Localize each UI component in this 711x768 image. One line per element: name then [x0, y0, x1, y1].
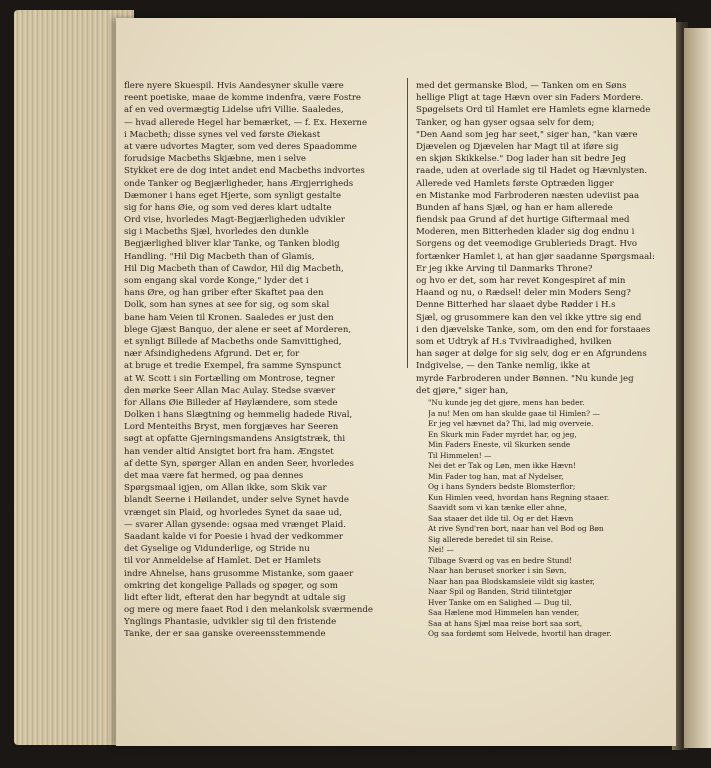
- verse-line: Hver Tanke om en Salighed — Dug til,: [428, 597, 572, 607]
- text-line: det gjøre," siger han,: [416, 385, 509, 396]
- text-line: Er jeg ikke Arving til Danmarks Throne?: [416, 263, 593, 274]
- text-line: af dette Syn, spørger Allan en anden Seer, hvorledes: [124, 458, 354, 469]
- verse-line: At rive Synd'ren bort, naar han vel Bod og Bøn: [428, 524, 604, 533]
- text-line: Dolk, som han synes at see for sig, og som skal: [124, 300, 330, 311]
- text-line: at være udvortes Magter, som ved deres Spaadomme: [124, 141, 357, 152]
- text-line: — hvad allerede Hegel har bemærket, — f. Ex. Hexerne: [124, 117, 368, 128]
- text-line: som engang skal vorde Konge," lyder det i: [124, 276, 309, 286]
- text-line: — svarer Allan gysende: ogsaa med vrænget Plaid.: [124, 519, 346, 530]
- text-line: hans Øre, og han griber efter Skaftet paa den: [124, 288, 324, 299]
- left-text-column: [124, 80, 402, 641]
- text-line: Stykket ere de dog intet andet end Macbeths indvortes: [124, 166, 365, 177]
- text-line: sig for hans Øie, og som ved deres klart udtalte: [124, 202, 332, 213]
- column-divider: [407, 78, 408, 368]
- text-line: nær Afsindighedens Afgrund. Det er, for: [124, 349, 300, 360]
- verse-line: Og saa fordømt som Helvede, hvortil han drager.: [428, 629, 612, 638]
- text-line: indre Ahnelse, hans grusomme Mistanke, som gaaer: [124, 568, 354, 579]
- text-line: Spøgelsets Ord til Hamlet ere Hamlets egne klarnede: [416, 105, 651, 116]
- text-line: Spørgsmaal igjen, om Allan ikke, som Skik var: [124, 483, 327, 494]
- verse-line: Til Himmelen! —: [428, 450, 492, 460]
- right-text-column: [416, 80, 668, 397]
- text-line: og mere og mere faaet Rod i den melankolsk sværmende: [124, 605, 373, 616]
- text-line: med det germanske Blod, — Tanken om en Søns: [416, 81, 627, 91]
- text-line: et synligt Billede af Macbeths onde Samvittighed,: [124, 336, 342, 347]
- text-line: bane ham Veien til Kronen. Saaledes er just den: [124, 312, 334, 323]
- text-line: reent poetiske, maae de komme indenfra, være Fostre: [124, 93, 362, 104]
- text-line: raade, uden at overlade sig til Hadet og Hævnlysten.: [416, 166, 648, 177]
- text-line: myrde Farbroderen under Bønnen. "Nu kunde jeg: [416, 373, 634, 384]
- text-line: for Allans Øie Billeder af Høylændere, som stede: [124, 397, 338, 408]
- text-line: en skjøn Skikkelse." Dog lader han sit bedre Jeg: [416, 154, 626, 165]
- text-line: Bunden af hans Sjæl, og han er ham allerede: [416, 202, 613, 213]
- text-line: han søger at dølge for sig selv, dog er en Afgrundens: [416, 349, 647, 360]
- facing-page-edge: [684, 28, 711, 748]
- text-line: blege Gjæst Banquo, der alene er seet af Morderen,: [124, 324, 352, 335]
- text-line: fortænker Hamlet i, at han gjør saadanne Spørgsmaal:: [416, 251, 655, 262]
- verse-line: Og i hans Synders bedste Blomsterflor;: [428, 482, 576, 491]
- text-line: at bruge et tredie Exempel, fra samme Synspunct: [124, 361, 342, 372]
- verse-line: Er jeg vel hævnet da? Thi, lad mig overveie.: [428, 419, 594, 428]
- text-line: hellige Pligt at tage Hævn over sin Faders Mordere.: [416, 93, 644, 104]
- text-line: den mørke Seer Allan Mac Aulay. Stedse svæver: [124, 385, 336, 396]
- text-line: han vender altid Ansigtet bort fra ham. Ængstet: [124, 446, 334, 457]
- text-line: Indgivelse, — den Tanke nemlig, ikke at: [416, 361, 591, 372]
- text-line: flere nyere Skuespil. Hvis Aandesyner skulle være: [124, 81, 344, 91]
- text-line: til vor Anmeldelse af Hamlet. Det er Hamlets: [124, 556, 321, 567]
- text-line: i den djævelske Tanke, som, om den end for forstaaes: [416, 324, 651, 335]
- text-line: i Macbeth; disse synes vel ved første Øiekast: [124, 129, 321, 140]
- verse-line: Naar han paa Blodskamsleie vildt sig kaster,: [428, 576, 595, 586]
- verse-line: Tilbage Sværd og vas en bedre Stund!: [428, 555, 573, 565]
- verse-line: Kun Himlen veed, hvordan hans Regning staaer.: [428, 492, 610, 502]
- text-line: Begjærlighed bliver klar Tanke, og Tanken blodig: [124, 239, 340, 250]
- text-line: Handling. "Hil Dig Macbeth than of Glamis,: [124, 251, 315, 262]
- text-line: Ord vise, hvorledes Magt-Begjærligheden udvikler: [124, 215, 345, 226]
- text-line: Tanker, og han gyser ogsaa selv for dem;: [416, 117, 595, 128]
- verse-line: "Nu kunde jeg det gjøre, mens han beder.: [428, 398, 585, 407]
- verse-line: Min Faders Eneste, vil Skurken sende: [428, 440, 571, 449]
- text-line: og hvo er det, som har revet Kongespiret af min: [416, 276, 626, 286]
- text-line: Sorgens og det veemodige Grublerieds Dragt. Hvo: [416, 239, 638, 250]
- verse-line: Saavidt som vi kan tænke eller ahne,: [428, 503, 567, 512]
- text-line: Dolken i hans Slægtning og hemmelig hadede Rival,: [124, 410, 353, 421]
- verse-line: Sig allerede beredet til sin Reise.: [428, 534, 553, 544]
- text-line: blandt Seerne i Høilandet, under selve Synet havde: [124, 495, 349, 506]
- text-line: lidt efter lidt, efterat den har begyndt at udtale sig: [124, 592, 346, 603]
- text-line: forudsige Macbeths Skjæbne, men i selve: [124, 154, 307, 165]
- verse-line: Nei det er Tak og Løn, men ikke Hævn!: [428, 461, 576, 470]
- verse-line: Nei! —: [428, 545, 454, 554]
- verse-line: Saa staaer det ilde til. Og er det Hævn: [428, 513, 574, 523]
- text-line: det Gyselige og Vidunderlige, og Stride nu: [124, 544, 310, 555]
- verse-line: En Skurk min Fader myrdet har, og jeg,: [428, 429, 577, 439]
- quoted-verse: [428, 398, 668, 640]
- text-line: Haand og nu, o Rædsel! deler min Moders Seng?: [416, 288, 631, 299]
- text-line: Moderen, men Bitterheden klader sig dog endnu i: [416, 227, 635, 238]
- text-line: Saadant kalde vi for Poesie i hvad der vedkommer: [124, 531, 344, 542]
- verse-line: Naar han beruset snorker i sin Søvn,: [428, 566, 567, 575]
- text-line: Denne Bitterhed har slaaet dybe Rødder i H.s: [416, 300, 616, 311]
- text-line: sig i Macbeths Sjæl, hvorledes den dunkle: [124, 227, 309, 238]
- text-line: "Den Aand som jeg har seet," siger han, "kan være: [416, 129, 638, 140]
- verse-line: Saa at hans Sjæl maa reise bort saa sort,: [428, 618, 583, 628]
- text-line: vrænget sin Plaid, og hvorledes Synet da saae ud,: [124, 507, 342, 518]
- text-line: Hil Dig Macbeth than of Cawdor, Hil dig Macbeth,: [124, 263, 344, 274]
- text-line: af en ved overmægtig Lidelse ufri Villie. Saaledes,: [124, 105, 344, 116]
- book-page: [116, 18, 676, 746]
- verse-line: Min Fader tog han, mat af Nydelser,: [428, 471, 564, 481]
- verse-line: Saa Hælene mod Himmelen han vender,: [428, 608, 580, 617]
- text-line: det maa være fat hermed, og paa dennes: [124, 471, 304, 481]
- text-line: omkring det kongelige Pallads og spøger, og som: [124, 580, 338, 591]
- text-line: fiendsk paa Grund af det hurtige Giftermaal med: [416, 215, 630, 226]
- text-line: Lord Menteiths Bryst, men forgjæves har Seeren: [124, 422, 339, 433]
- text-line: en Mistanke mod Farbroderen næsten udeviist paa: [416, 190, 640, 201]
- text-line: at W. Scott i sin Fortælling om Montrose, tegner: [124, 373, 335, 384]
- verse-line: Ja nu! Men om han skulde gaae til Himlen? —: [428, 408, 600, 418]
- text-line: onde Tanker og Begjærligheder, hans Ærgjerrigheds: [124, 178, 354, 189]
- text-line: Ynglings Phantasie, udvikler sig til den fristende: [124, 617, 337, 628]
- text-line: Allerede ved Hamlets første Optræden ligger: [416, 178, 614, 189]
- text-line: søgt at opfatte Gjerningsmandens Ansigtstræk, thi: [124, 434, 346, 445]
- text-line: som et Udtryk af H.s Tvivlraadighed, hvilken: [416, 336, 612, 347]
- text-line: Tanke, der er saa ganske overeensstemmende: [124, 629, 326, 640]
- text-line: Djævelen og Djævelen har Magt til at iføre sig: [416, 141, 619, 152]
- verse-line: Naar Spil og Banden, Strid tilintetgjør: [428, 587, 572, 596]
- text-line: Dæmoner i hans eget Hjerte, som synligt gestalte: [124, 190, 342, 201]
- text-line: Sjæl, og grusommere kan den vel ikke yttre sig end: [416, 312, 642, 323]
